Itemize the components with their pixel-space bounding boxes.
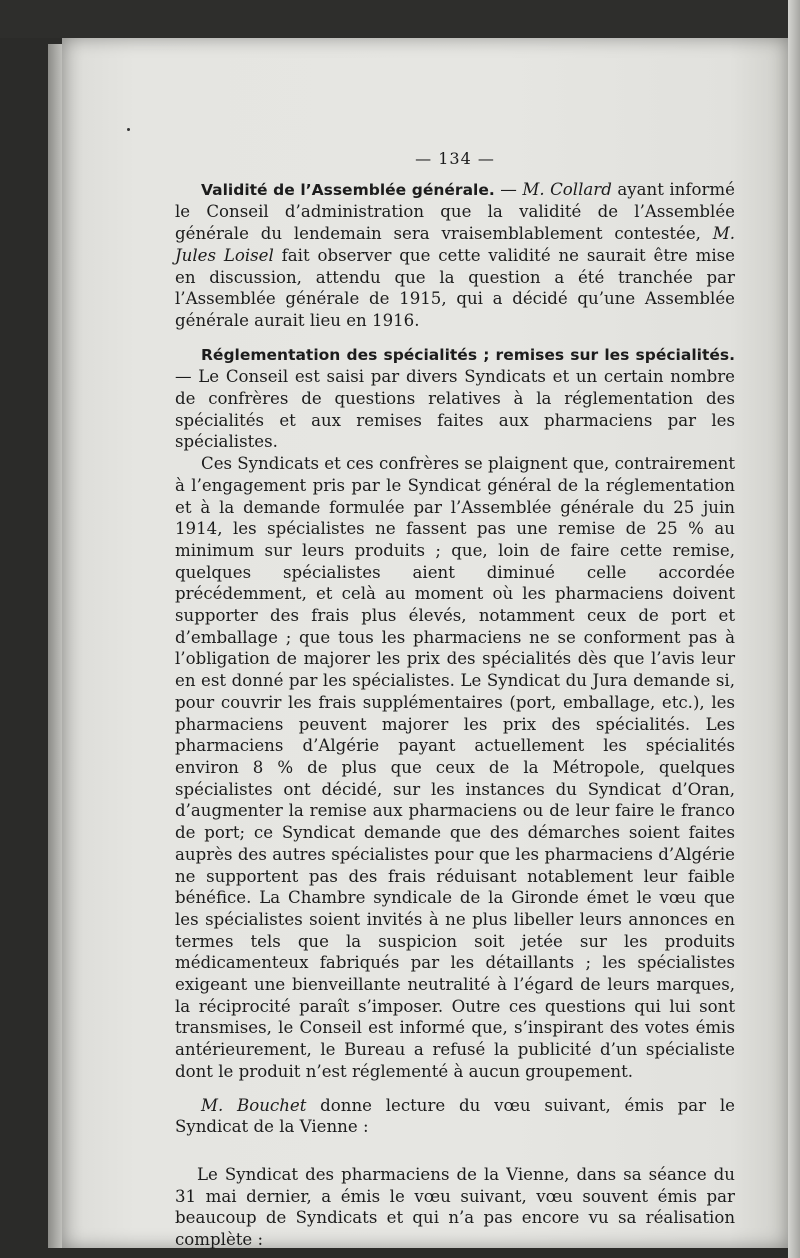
page-number: — 134 —	[415, 149, 495, 168]
section-heading-reglementation: Réglementation des spécialités ; remises sur les spécialités.	[201, 345, 735, 364]
person-bouchet: M. Bouchet	[201, 1095, 307, 1115]
section-heading-validite: Validité de l’Assemblée générale.	[201, 180, 495, 199]
quote-vienne: Le Syndicat des pharmaciens de la Vienne, dans sa séance du 31 mai dernier, a émis le vœu suivant, vœu souvent émis par beaucoup de Syndicats et qui n’a pas encore vu sa réalisation complète :	[175, 1164, 735, 1250]
paragraph-syndicats: Ces Syndicats et ces confrères se plaignent que, contrairement à l’engagement pris par le Syndicat général de la réglementation et à la demande formulée par l’Assemblée générale du 25 juin 1914, les spécialistes ne fassent pas une remise de 25 % au minimum sur leurs produits ; que, loin de faire cette remise, quelques spécialistes aient diminué celle accordée précédemment, et celà au moment où les pharmaciens doivent supporter des frais plus élevés, notamment ceux de port et d’emballage ; que tous les pharmaciens ne se conforment pas à l’obligation de majorer les prix des spécialités dès que l’avis leur en est donné par les spécialistes. Le Syndicat du Jura demande si, pour couvrir les frais supplémentaires (port, emballage, etc.), les pharmaciens peuvent majorer les prix des spécialités. Les pharmaciens d’Algérie payant actuellement les spécialités environ 8 % de plus que ceux de la Métropole, quelques spécialistes ont décidé, sur les instances du Syndicat d’Oran, d’augmenter la remise aux pharmaciens ou de leur faire le franco de port; ce Syndicat demande que des démarches soient faites auprès des autres spécialistes pour que les pharmaciens d’Algérie ne supportent pas des frais réduisant notablement leur faible bénéfice. La Chambre syndicale de la Gironde émet le vœu que les spécialistes soient invités à ne plus libeller leurs annonces en termes tels que la suspicion soit jetée sur les produits médicamenteux fabriqués par les détaillants ; les spécialistes exigeant une bienveillante neutralité à l’égard de leurs marques, la réciprocité paraît s’imposer. Outre ces questions qui lui sont transmises, le Conseil est informé que, s’inspirant des votes émis antérieurement, le Bureau a refusé la publicité d’un spécialiste dont le produit n’est réglementé à aucun groupement.	[175, 454, 735, 1081]
person-collard: M. Collard	[522, 179, 612, 199]
bouchet-text: donne lecture du vœu suivant, émis par le Syndicat de la Vienne :	[175, 1095, 735, 1137]
paragraph-bouchet	[175, 1095, 735, 1138]
scan-background-top	[0, 0, 800, 38]
section-text: ayant informé le Conseil d’administration que la validité de l’Assemblée générale du lendemain sera vraisemblablement contestée,	[175, 179, 735, 244]
section-validite	[175, 179, 735, 332]
scan-right-strip	[788, 0, 800, 1258]
page-speck	[127, 128, 130, 131]
page-content	[175, 148, 735, 1251]
dash: —	[494, 179, 523, 199]
section-reglementation	[175, 344, 735, 454]
section-text: fait observer que cette validité ne saurait être mise en discussion, attendu que la question a été tranchée par l’Assemblée générale de 1915, qui a décidé qu’une Assemblée générale aurait lieu en 1916.	[175, 245, 735, 330]
section-text: — Le Conseil est saisi par divers Syndicats et un certain nombre de confrères de questions relatives à la réglementation des spécialités et aux remises faites aux pharmaciens par les spécialistes.	[175, 367, 735, 452]
person-loisel: M. Jules Loisel	[175, 224, 735, 265]
